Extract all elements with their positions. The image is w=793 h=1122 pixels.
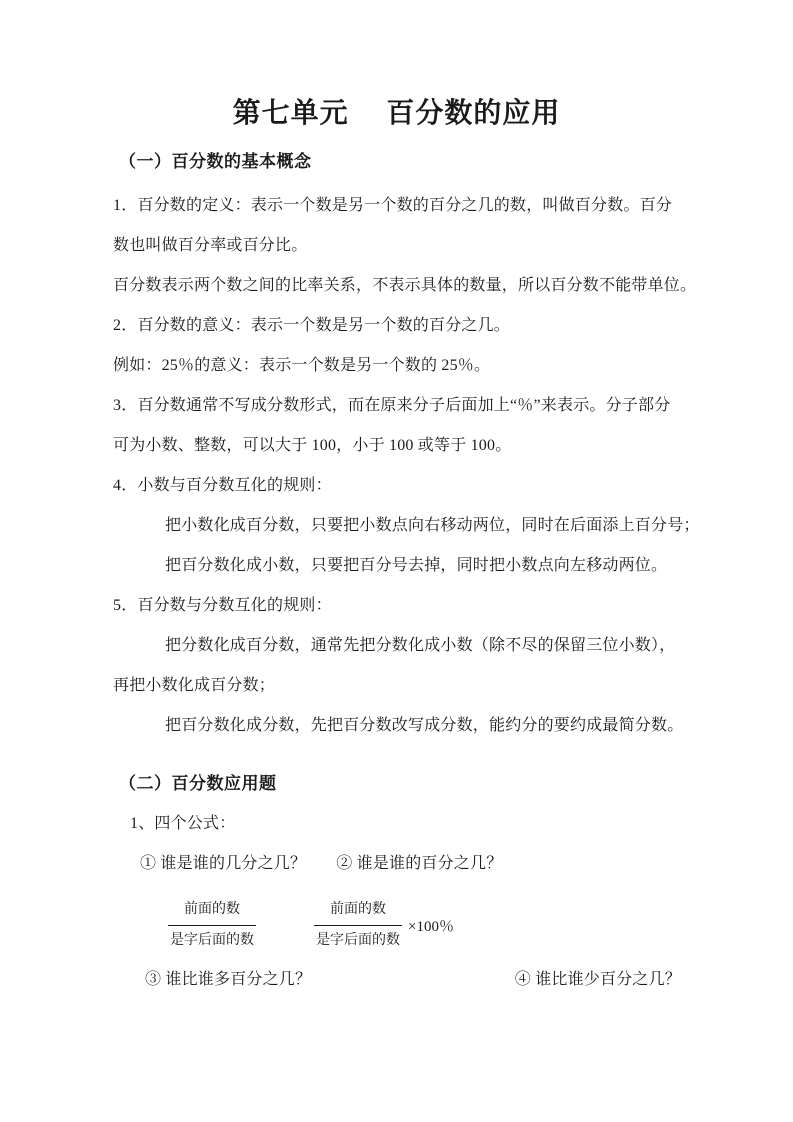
question-2: ② 谁是谁的百分之几？: [336, 855, 503, 872]
section2-heading: （二）百分数应用题: [119, 774, 277, 793]
paragraph-line: 把百分数化成分数，先把百分数改写成分数，能约分的要约成最简分数。: [165, 717, 684, 734]
paragraph-line: 把分数化成百分数，通常先把分数化成小数（除不尽的保留三位小数），: [165, 637, 676, 654]
document-content: [113, 150, 700, 1000]
paragraph-line: 例如：25％的意义：表示一个数是另一个数的 25％。: [113, 357, 491, 374]
section1-heading: （一）百分数的基本概念: [119, 152, 312, 171]
section1-body: [113, 186, 700, 746]
times-100-percent-label: ×100％: [408, 918, 454, 935]
paragraph-line: 把百分数化成小数，只要把百分号去掉，同时把小数点向左移动两位。: [165, 557, 668, 574]
formulas-label: 1、四个公式：: [130, 815, 236, 832]
fraction-numerator: 前面的数: [168, 900, 256, 926]
paragraph-line: 4．小数与百分数互化的规则：: [113, 477, 332, 494]
questions-row-1: [113, 844, 681, 884]
page-title: 第七单元 百分数的应用: [232, 97, 561, 128]
question-1: ① 谁是谁的几分之几？: [140, 855, 307, 872]
fraction-denominator: 是字后面的数: [170, 932, 254, 948]
question-4: ④ 谁比谁少百分之几？: [514, 971, 681, 988]
paragraph-line: 3．百分数通常不写成分数形式，而在原来分子后面加上“％”来表示。分子部分: [113, 397, 671, 414]
questions-row-2: [113, 960, 681, 1000]
fraction-numerator: 前面的数: [314, 900, 402, 926]
fraction-denominator: 是字后面的数: [316, 932, 400, 948]
paragraph-line: 数也叫做百分率或百分比。: [113, 237, 308, 254]
question-3: ③ 谁比谁多百分之几？: [145, 971, 312, 988]
fraction-percent-formula: [314, 900, 454, 951]
paragraph-line: 5．百分数与分数互化的规则：: [113, 597, 332, 614]
fraction-who-percent-of-whom: [314, 900, 402, 951]
paragraph-line: 再把小数化成百分数；: [113, 677, 276, 694]
paragraph-line: 2．百分数的意义：表示一个数是另一个数的百分之几。: [113, 317, 511, 334]
paragraph-line: 百分数表示两个数之间的比率关系，不表示具体的数量，所以百分数不能带单位。: [113, 277, 697, 294]
fraction-who-of-whom: [168, 900, 256, 951]
paragraph-line: 可为小数、整数，可以大于 100，小于 100 或等于 100。: [113, 437, 512, 454]
paragraph-line: 把小数化成百分数，只要把小数点向右移动两位，同时在后面添上百分号；: [165, 517, 700, 534]
paragraph-line: 1．百分数的定义：表示一个数是另一个数的百分之几的数，叫做百分数。百分: [113, 197, 673, 214]
formula-fractions: [113, 892, 681, 958]
